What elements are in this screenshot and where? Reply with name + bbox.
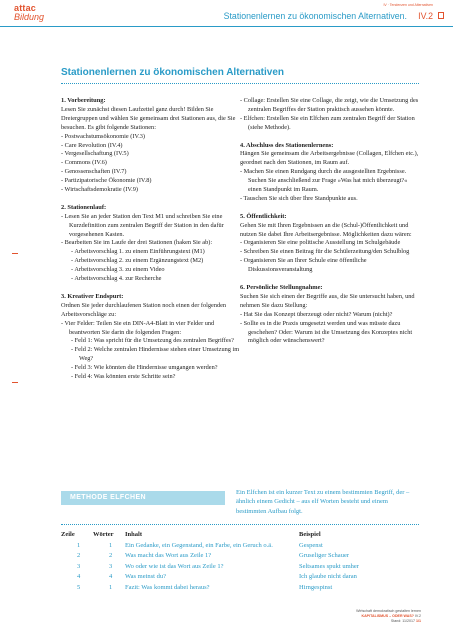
footer-page: 1/1 [416,619,421,623]
table-row [61,541,409,552]
cell-beispiel: Gespenst [299,541,323,549]
list-item: - Arbeitsvorschlag 4. zur Recherche [71,275,162,283]
section-heading: 4. Abschluss des Stationenlernens: [240,141,334,149]
section-heading: 6. Persönliche Stellungnahme: [240,283,323,291]
list-item: - Elfchen: Erstellen Sie ein Elfchen zum zentralen Begriff der Station (siehe Methode). [240,114,415,131]
cell-inhalt: Was meinst du? [125,573,166,581]
list-item: - Arbeitsvorschlag 2. zu einem Ergänzungstext (M2) [71,257,204,265]
paragraph: - Genossenschaften (IV.7) [61,168,127,176]
list-item: - Feld 3: Wie könnten die Hindernisse umgangen werden? [71,364,218,372]
col-header-inhalt: Inhalt [125,531,142,538]
col-header-zeile: Zeile [61,531,75,538]
cell-beispiel: Ich glaube nicht daran [299,573,357,581]
cell-zeile: 1 [77,541,81,549]
paragraph: Suchen Sie sich einen der Begriffe aus, die Sie untersucht haben, und nehmen Sie dazu Stellung: [240,292,415,309]
paragraph: - Commons (IV.6) [61,159,107,167]
paragraph: Gehen Sie mit Ihren Ergebnissen an die (Schul-)Öffentlichkeit und nutzen Sie dabei Ihre Arbeitsergebnisse. Möglichkeiten dazu wären: [240,221,412,238]
right-column [240,97,420,346]
logo-line2: Bildung [14,12,45,22]
list-item: - Schreiben Sie einen Beitrag für die Schülerzeitung/den Schulblog [240,248,410,256]
cell-beispiel: Gruseliger Schauer [299,552,349,560]
table-row [61,583,409,594]
list-item: - Feld 1: Was spricht für die Umsetzung des zentralen Begriffes? [71,337,234,345]
list-item: - Bearbeiten Sie im Laufe der drei Stationen (haken Sie ab): [61,239,213,247]
cell-zeile: 5 [77,583,81,591]
spacer [61,195,241,204]
section-heading: 3. Kreativer Endspurt: [61,292,124,300]
list-item: - Vier Felder: Teilen Sie ein DIN-A4-Blatt in vier Felder und beantworten Sie darin die folgenden Fragen: [61,319,215,336]
cell-woerter: 1 [109,583,113,591]
cell-inhalt: Was macht das Wort aus Zeile 1? [125,552,212,560]
cell-woerter: 2 [109,552,113,560]
header-page-number: IV.2 [418,11,433,21]
cell-zeile: 2 [77,552,81,560]
table-header-row [61,530,409,541]
attac-logo [14,4,44,22]
footer-line2: KAPITALISMUS – ODER WAS? [361,614,414,618]
margin-tick [12,382,18,383]
footer-page-ref: IV.2 [414,614,421,618]
logo-line1: attac [14,3,37,13]
cell-beispiel: Hirngespinst [299,583,333,591]
header-title: Stationenlernen zu ökonomischen Alternativen. [223,11,407,21]
cell-zeile: 4 [77,573,81,581]
footer [356,609,421,624]
title-divider [61,83,419,84]
method-label: METHODE ELFCHEN [70,494,146,501]
list-item: - Arbeitsvorschlag 3. zu einem Video [71,266,165,274]
cell-woerter: 3 [109,562,113,570]
spacer [240,204,420,213]
paragraph: - Partizipatorische Ökonomie (IV.8) [61,177,152,185]
cell-beispiel: Seltsames spukt umher [299,562,359,570]
table-row [61,551,409,562]
spacer [240,133,420,142]
paragraph: - Vergesellschaftung (IV.5) [61,150,129,158]
cell-inhalt: Fazit: Was kommt dabei heraus? [125,583,210,591]
list-item: - Machen Sie einen Rundgang durch die ausgestellten Ergebnisse. Suchen Sie anschließend zur Frage »Was hat mich überzeugt?« einen Standpunkt im Raum. [240,168,408,194]
cell-inhalt: Ein Gedanke, ein Gegenstand, ein Farbe, ein Geruch o.ä. [125,541,273,549]
section-heading: 2. Stationenlauf: [61,203,107,211]
method-description: Ein Elfchen ist ein kurzer Text zu einem bestimmten Begriff, der – ähnlich einem Gedicht – aus elf Worten besteht und einem bestimmten Aufbau folgt. [236,489,410,515]
footer-line1: Wirtschaft demokratisch gestalten lernen [356,609,421,613]
cell-inhalt: Wo oder wie ist das Wort aus Zeile 1? [125,562,224,570]
list-item: - Lesen Sie an jeder Station den Text M1 und schreiben Sie eine Kurzdefinition zum zentralen Begriff der Station in den dafür vorgesehenen Kasten. [61,212,224,238]
col-header-woerter: Wörter [93,531,114,538]
spacer [61,284,241,293]
method-divider [61,524,419,525]
left-column [61,97,241,382]
paragraph: Hängen Sie gemeinsam die Arbeitsergebnisse (Collagen, Elfchen etc.), geordnet nach den Stationen, im Raum auf. [240,150,419,167]
list-item: - Hat Sie das Konzept überzeugt oder nicht? Warum (nicht)? [240,310,393,318]
list-item: - Sollte es in die Praxis umgesetzt werden und was müsste dazu geschehen? Oder: Warum ist die Umsetzung des Konzeptes nicht möglich oder wünschenswert? [240,319,413,345]
list-item: - Arbeitsvorschlag 1. zu einem Einführungstext (M1) [71,248,205,256]
bookmark-icon [438,12,444,19]
cell-woerter: 1 [109,541,113,549]
cell-zeile: 3 [77,562,81,570]
list-item: - Organisieren Sie eine politische Ausstellung im Schulgebäude [240,239,401,247]
header-small-text: IV · Tendenzen und Alternativen [383,3,433,7]
header-divider [0,26,453,27]
paragraph: Ordnen Sie jeder durchlaufenen Station noch einen der folgenden Arbeitsvorschläge zu: [61,301,227,318]
margin-tick [12,253,18,254]
list-item: - Feld 4: Was könnten erste Schritte sein? [71,373,176,381]
elfchen-table [61,530,409,594]
col-header-beispiel: Beispiel [299,531,321,538]
paragraph: - Postwachstumsökonomie (IV.3) [61,132,146,140]
section-heading: 1. Vorbereitung: [61,97,106,104]
spacer [240,275,420,284]
list-item: - Organisieren Sie an Ihrer Schule eine öffentliche Diskussionsveranstaltung [240,257,367,274]
list-item: - Feld 2: Welche zentralen Hindernisse stehen einer Umsetzung im Weg? [71,346,240,363]
list-item: - Tauschen Sie sich über Ihre Standpunkte aus. [240,194,358,202]
paragraph: Lesen Sie zunächst diesen Laufzettel ganz durch! Bilden Sie Dreiergruppen und wählen Sie gemeinsam drei Stationen aus, die Sie besuchen. Es gibt folgende Stationen: [61,105,236,131]
paragraph: - Care Revolution (IV.4) [61,141,123,149]
table-row [61,562,409,573]
list-item: - Collage: Erstellen Sie eine Collage, die zeigt, wie die Umsetzung des zentralen Begriffes der Station praktisch aussehen könnte. [240,97,419,113]
page-title: Stationenlernen zu ökonomischen Alternativen [61,67,284,78]
cell-woerter: 4 [109,573,113,581]
footer-line3: Stand: 11/2017 [390,619,415,623]
paragraph: - Wirtschaftsdemokratie (IV.9) [61,186,138,194]
section-heading: 5. Öffentlichkeit: [240,212,287,220]
table-row [61,572,409,583]
